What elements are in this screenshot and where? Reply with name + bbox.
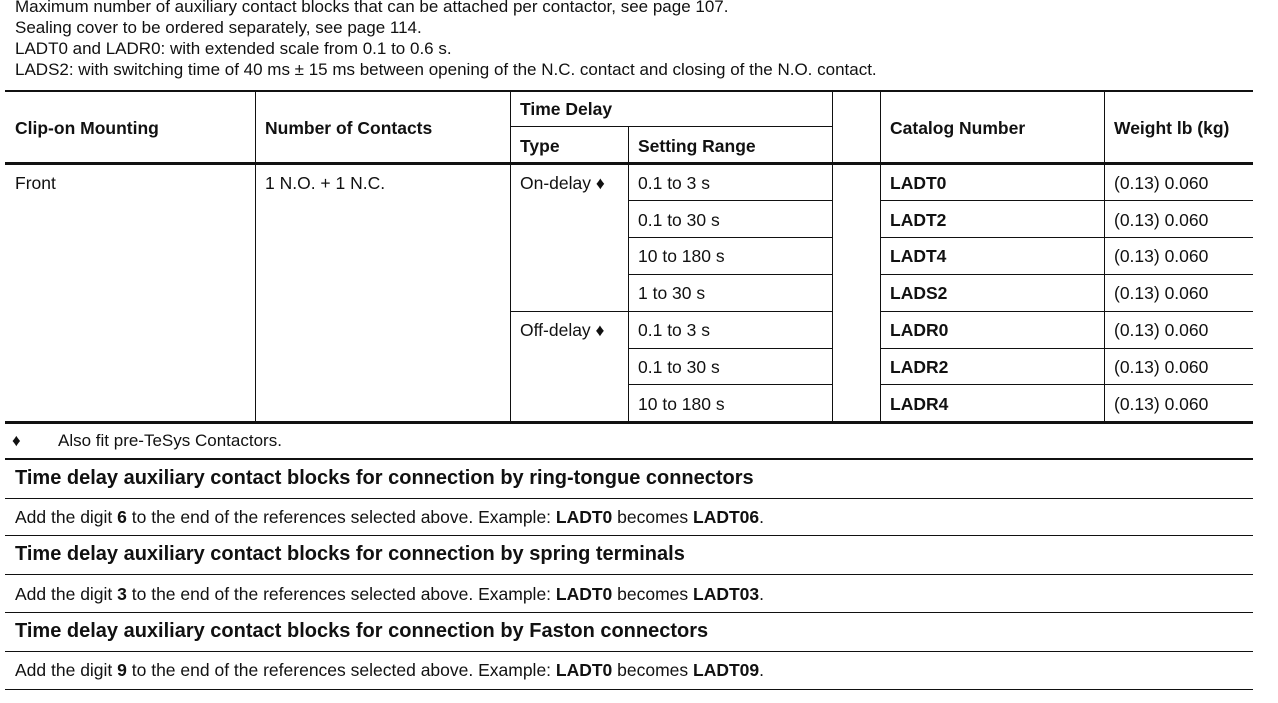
- table-top-rule: [5, 90, 1253, 92]
- section-top-rule: [5, 535, 1253, 536]
- weight-cell: (0.13) 0.060: [1114, 283, 1209, 303]
- weight-cell: (0.13) 0.060: [1114, 394, 1209, 414]
- catalog-cell: LADT2: [890, 210, 947, 230]
- weight-cell: (0.13) 0.060: [1114, 173, 1209, 193]
- range-cell: 1 to 30 s: [638, 283, 706, 303]
- mounting-value: Front: [15, 173, 56, 193]
- section-top-rule: [5, 612, 1253, 613]
- footnote-text: Also fit pre-TeSys Contactors.: [58, 431, 282, 450]
- table-bottom-rule: [5, 421, 1253, 424]
- section-title: Time delay auxiliary contact blocks for connection by Faston connectors: [15, 620, 709, 642]
- note-line: LADS2: with switching time of 40 ms ± 15 ms between opening of the N.C. contact and closing of the N.O. contact.: [15, 60, 877, 79]
- note-line: Sealing cover to be ordered separately, see page 114.: [15, 18, 422, 37]
- section-text: Add the digit 6 to the end of the references selected above. Example: LADT0 becomes LADT06.: [15, 507, 765, 527]
- weight-cell: (0.13) 0.060: [1114, 210, 1209, 230]
- weight-cell: (0.13) 0.060: [1114, 246, 1209, 266]
- row-rule: [880, 237, 1253, 238]
- row-rule: [510, 311, 832, 312]
- type-off-delay: Off-delay ♦: [520, 320, 605, 340]
- header-weight: Weight lb (kg): [1114, 118, 1230, 138]
- col-rule: [880, 91, 881, 422]
- header-time-delay: Time Delay: [520, 99, 613, 119]
- header-mounting: Clip-on Mounting: [15, 118, 159, 138]
- note-line: LADT0 and LADR0: with extended scale from 0.1 to 0.6 s.: [15, 39, 452, 58]
- col-rule: [628, 126, 629, 422]
- section-text: Add the digit 9 to the end of the references selected above. Example: LADT0 becomes LADT09.: [15, 660, 765, 680]
- section-end-rule: [5, 689, 1253, 690]
- range-cell: 10 to 180 s: [638, 394, 725, 414]
- header-bottom-rule: [5, 162, 1253, 165]
- catalog-cell: LADR2: [890, 357, 949, 377]
- note-line: Maximum number of auxiliary contact blocks that can be attached per contactor, see page 107.: [15, 0, 729, 16]
- catalog-cell: LADR0: [890, 320, 949, 340]
- section-text: Add the digit 3 to the end of the references selected above. Example: LADT0 becomes LADT03.: [15, 584, 765, 604]
- row-rule: [880, 348, 1253, 349]
- header-catalog: Catalog Number: [890, 118, 1026, 138]
- range-cell: 0.1 to 3 s: [638, 320, 710, 340]
- row-rule: [880, 311, 1253, 312]
- range-cell: 10 to 180 s: [638, 246, 725, 266]
- catalog-cell: LADT4: [890, 246, 947, 266]
- row-rule: [880, 200, 1253, 201]
- header-sub-rule: [510, 126, 832, 127]
- section-title: Time delay auxiliary contact blocks for connection by spring terminals: [15, 543, 685, 565]
- header-contacts: Number of Contacts: [265, 118, 433, 138]
- catalog-cell: LADR4: [890, 394, 949, 414]
- col-rule: [510, 91, 511, 422]
- range-cell: 0.1 to 3 s: [638, 173, 710, 193]
- row-rule: [628, 237, 832, 238]
- section-sub-rule: [5, 574, 1253, 575]
- diamond-icon: ♦: [12, 431, 21, 450]
- range-cell: 0.1 to 30 s: [638, 210, 720, 230]
- row-rule: [628, 348, 832, 349]
- footnote: [12, 431, 282, 451]
- col-rule: [1104, 91, 1105, 422]
- row-rule: [628, 384, 832, 385]
- section-sub-rule: [5, 498, 1253, 499]
- catalog-cell: LADS2: [890, 283, 948, 303]
- section-top-rule: [5, 458, 1253, 460]
- header-setting-range: Setting Range: [638, 136, 756, 156]
- col-rule: [255, 91, 256, 422]
- row-rule: [628, 200, 832, 201]
- col-rule: [832, 91, 833, 422]
- type-on-delay: On-delay ♦: [520, 173, 605, 193]
- notes: [15, 0, 877, 80]
- weight-cell: (0.13) 0.060: [1114, 320, 1209, 340]
- weight-cell: (0.13) 0.060: [1114, 357, 1209, 377]
- header-type: Type: [520, 136, 560, 156]
- range-cell: 0.1 to 30 s: [638, 357, 720, 377]
- catalog-cell: LADT0: [890, 173, 947, 193]
- section-title: Time delay auxiliary contact blocks for connection by ring-tongue connectors: [15, 467, 754, 489]
- row-rule: [880, 274, 1253, 275]
- section-sub-rule: [5, 651, 1253, 652]
- row-rule: [628, 274, 832, 275]
- row-rule: [880, 384, 1253, 385]
- contacts-value: 1 N.O. + 1 N.C.: [265, 173, 386, 193]
